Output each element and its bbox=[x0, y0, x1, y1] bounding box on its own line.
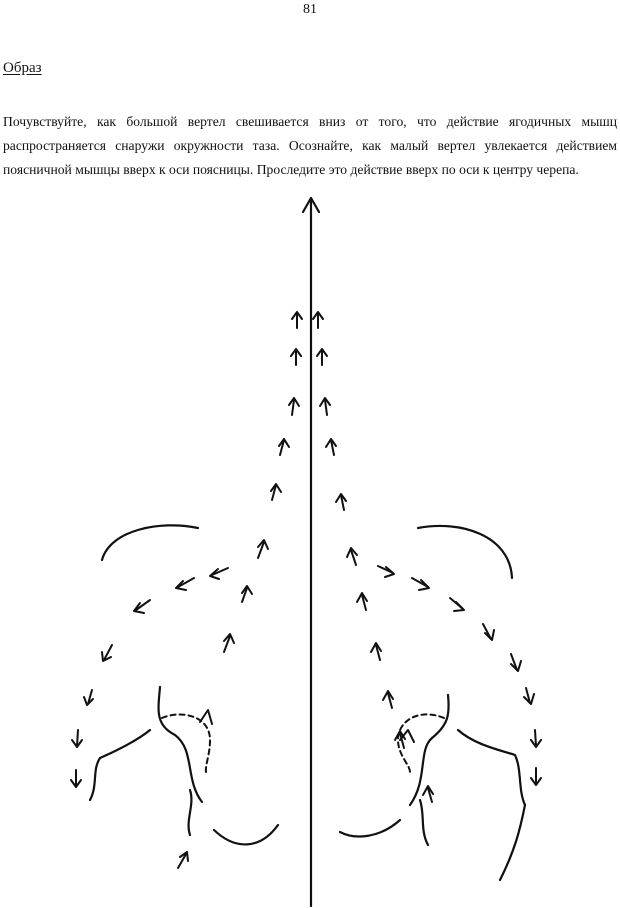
right-lesser-trochanter bbox=[420, 800, 428, 845]
body-paragraph: Почувствуйте, как большой вертел свешивается вниз от того, что действие ягодичных мышц распространяется снаружи окружности таза. Осознайте, как малый вертел увлекается действием поясничной мышцы вверх к оси поясницы. Проследите это действие вверх по оси к центру черепа. bbox=[3, 114, 617, 177]
arrow-mark bbox=[320, 398, 330, 415]
left-lesser-trochanter bbox=[189, 790, 192, 835]
arrow-mark bbox=[134, 600, 150, 613]
right-trochanter-dash bbox=[398, 714, 444, 772]
right-femur-outline bbox=[458, 730, 525, 880]
arrow-mark bbox=[72, 730, 82, 747]
arrow-mark bbox=[450, 598, 464, 611]
arrow-mark bbox=[383, 691, 393, 708]
arrow-mark bbox=[271, 484, 281, 500]
page-number: 81 bbox=[303, 2, 317, 17]
arrow-mark bbox=[224, 634, 234, 652]
right-iliac-crest bbox=[418, 526, 512, 578]
left-ascending-arrows bbox=[178, 312, 302, 868]
right-ascending-arrows bbox=[313, 312, 433, 802]
arrow-mark bbox=[178, 852, 188, 868]
section-heading: Образ bbox=[3, 60, 42, 76]
arrow-mark bbox=[483, 624, 494, 640]
left-femoral-head bbox=[159, 687, 202, 802]
arrow-mark bbox=[378, 566, 394, 577]
arrow-mark bbox=[317, 349, 327, 365]
right-descending-arrows bbox=[378, 566, 541, 785]
arrow-mark bbox=[102, 645, 112, 661]
left-trochanter-dash bbox=[162, 714, 210, 772]
arrow-mark bbox=[423, 786, 433, 802]
arrow-mark bbox=[347, 548, 357, 565]
pelvis-axis-illustration bbox=[0, 190, 620, 908]
arrow-mark bbox=[291, 349, 301, 365]
arrow-mark bbox=[371, 643, 381, 660]
arrow-mark bbox=[326, 439, 336, 455]
central-axis-arrow bbox=[303, 198, 319, 906]
arrow-mark bbox=[292, 312, 302, 328]
arrow-mark bbox=[242, 586, 252, 602]
arrow-mark bbox=[336, 494, 346, 510]
right-pubic-arc bbox=[340, 820, 400, 836]
left-iliac-crest bbox=[102, 525, 198, 560]
left-femur-outline bbox=[90, 730, 150, 800]
arrow-mark bbox=[511, 654, 521, 671]
arrow-mark bbox=[412, 578, 429, 590]
left-descending-arrows bbox=[71, 568, 228, 787]
arrow-mark bbox=[357, 593, 367, 610]
arrow-mark bbox=[84, 690, 93, 705]
arrow-mark bbox=[258, 540, 268, 558]
pelvis-axis-drawing bbox=[0, 190, 620, 908]
arrow-mark bbox=[524, 688, 534, 704]
arrow-mark bbox=[313, 312, 323, 328]
arrow-mark bbox=[71, 770, 81, 787]
arrow-mark bbox=[531, 730, 541, 747]
left-pubic-arc bbox=[214, 825, 278, 844]
arrow-mark bbox=[531, 768, 541, 785]
arrow-mark bbox=[210, 568, 228, 579]
arrow-mark bbox=[289, 398, 299, 415]
arrow-mark bbox=[176, 578, 194, 590]
arrow-mark bbox=[279, 439, 289, 455]
